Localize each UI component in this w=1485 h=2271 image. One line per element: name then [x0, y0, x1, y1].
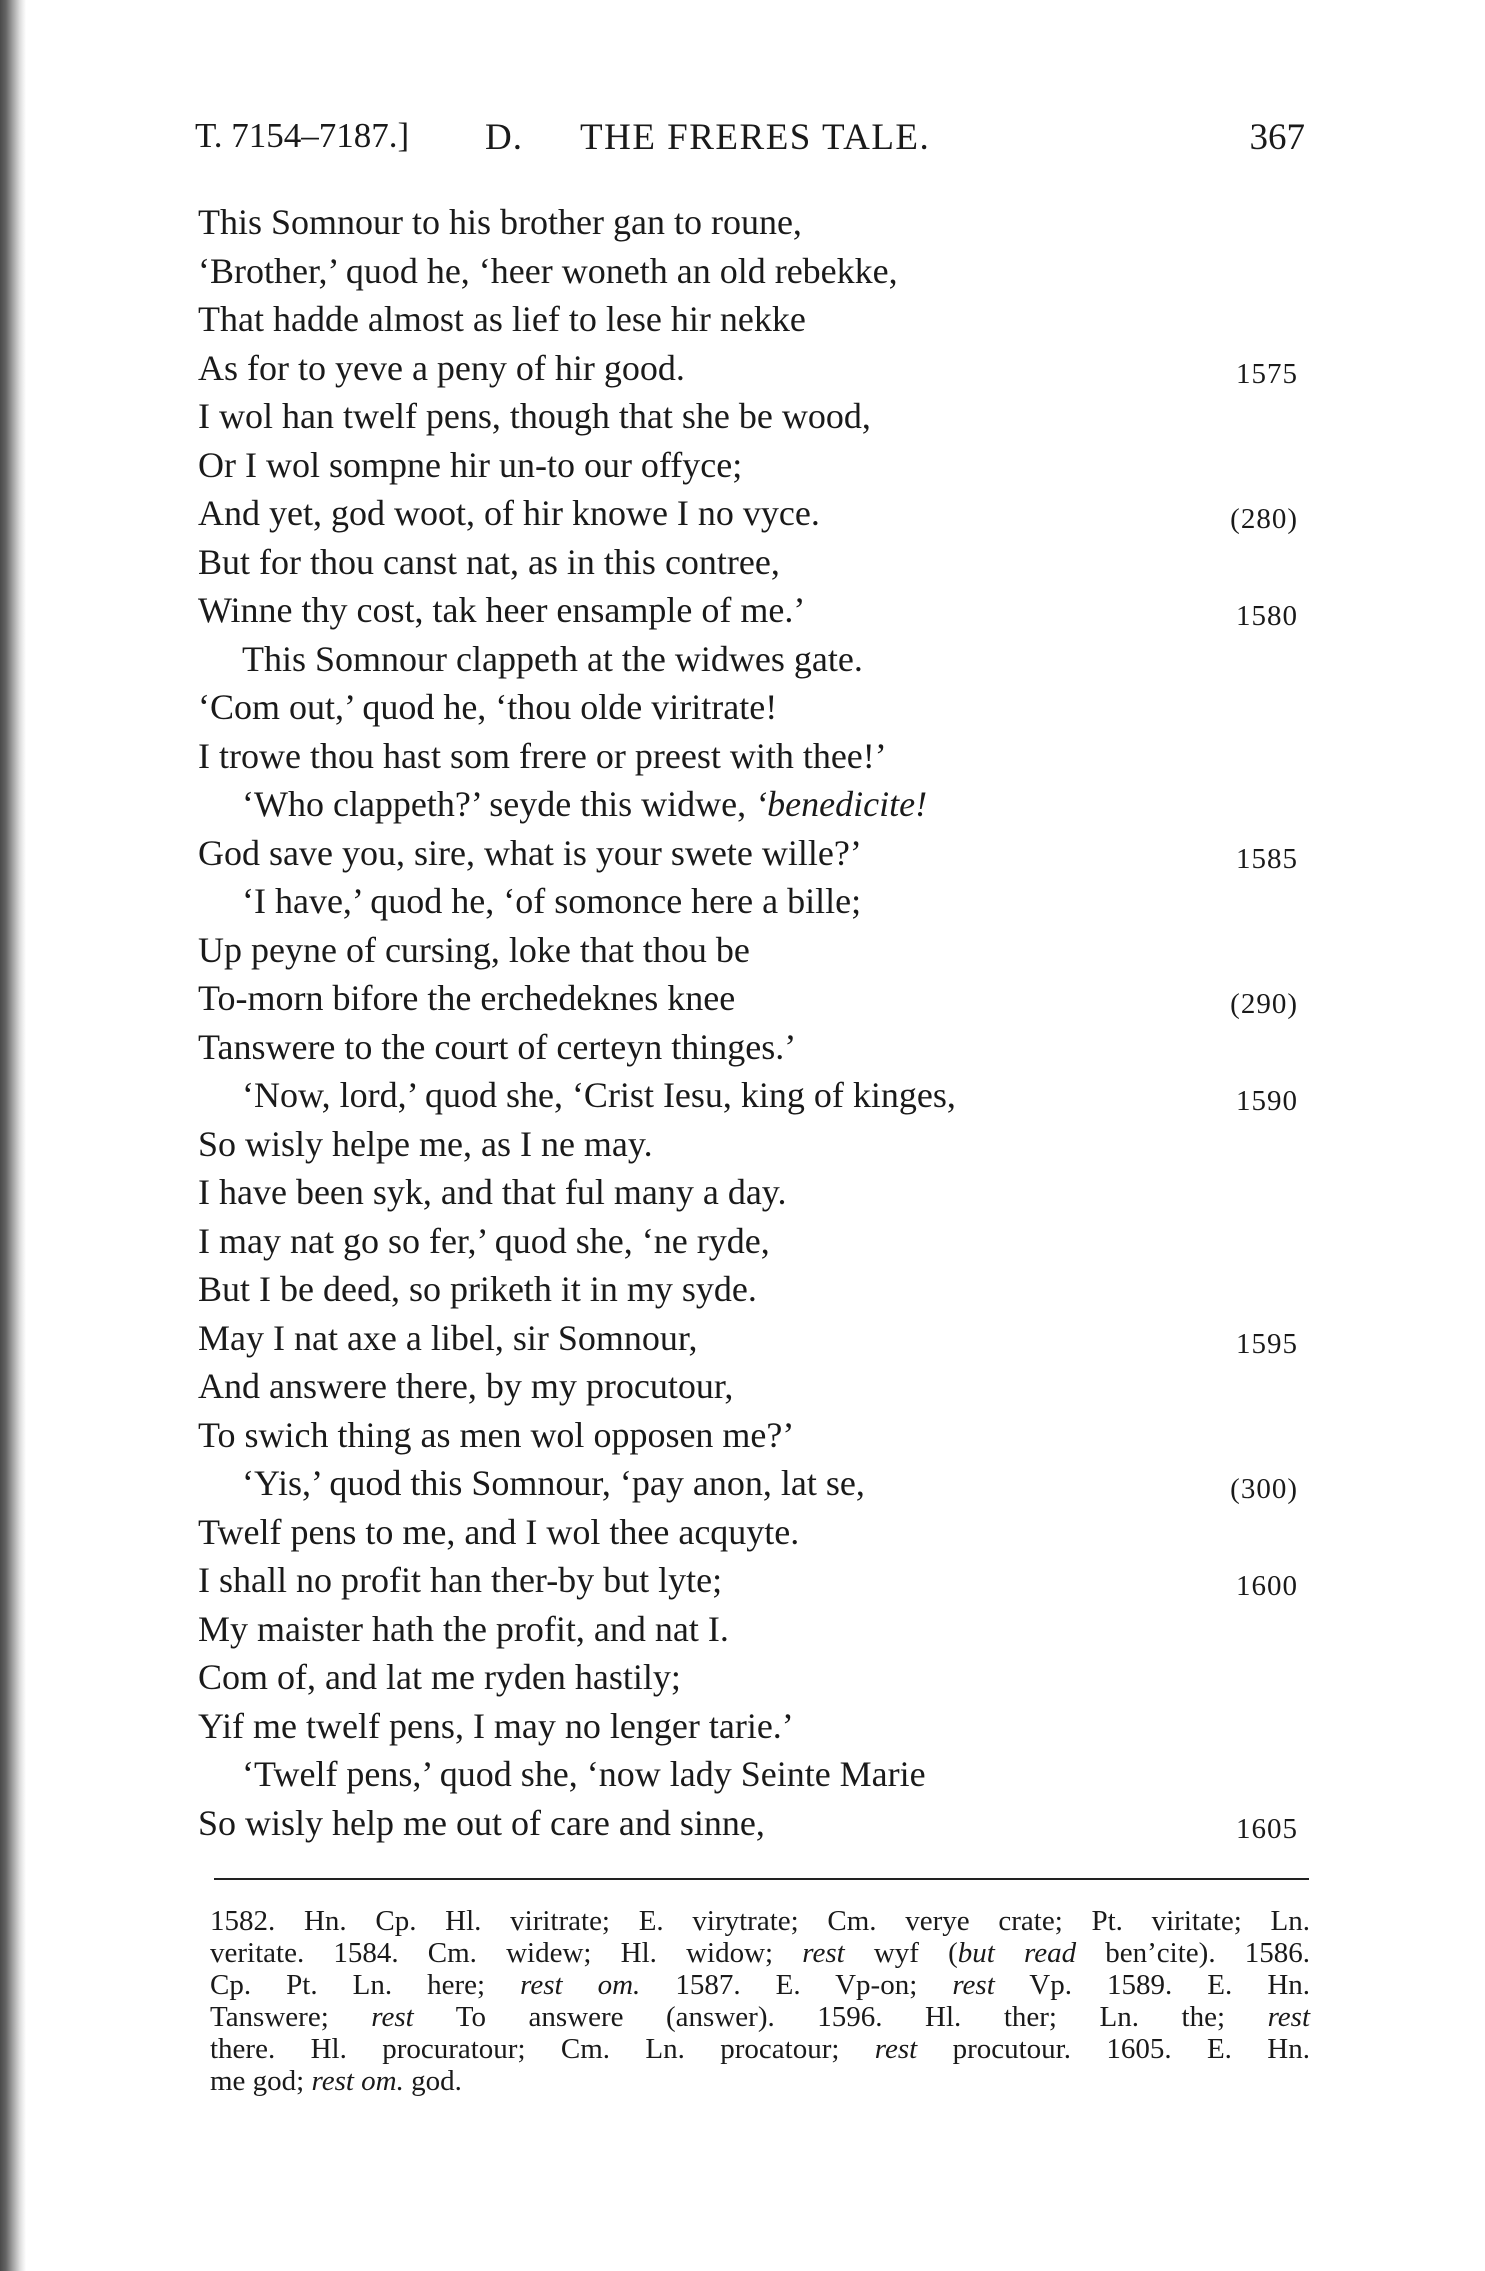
- verse-line-text: Com of, and lat me ryden hastily;: [198, 1657, 681, 1697]
- verse-line: [198, 344, 1308, 393]
- verse-line-text: But for thou canst nat, as in this contree,: [198, 541, 780, 582]
- verse-line: [198, 829, 1308, 878]
- verse-line-text: And yet, god woot, of hir knowe I no vyce.: [198, 493, 820, 533]
- running-head: [195, 112, 1305, 162]
- footnote-text: Vp. 1589. E. Hn.: [994, 1969, 1311, 2001]
- footnote-italic-text: rest: [952, 1969, 995, 2001]
- verse-line-text: I trowe thou hast som frere or preest with thee!’: [198, 735, 887, 776]
- verse-line: [198, 1605, 1308, 1654]
- verse-line: [198, 295, 1308, 344]
- verse-line-text: Or I wol sompne hir un-to our offyce;: [198, 444, 743, 485]
- footnote-text: god.: [403, 2065, 462, 2097]
- verse-line-text: That hadde almost as lief to lese hir nekke: [198, 299, 806, 339]
- verse-line-text: Yif me twelf pens, I may no lenger tarie.’: [198, 1705, 794, 1746]
- verse-line-text: Tanswere to the court of certeyn thinges.’: [198, 1026, 797, 1067]
- verse-line-text: May I nat axe a libel, sir Somnour,: [198, 1317, 698, 1358]
- footnote-italic-text: rest: [371, 2001, 414, 2033]
- footnote-text: there. Hl. procuratour; Cm. Ln. procatour;: [210, 2033, 875, 2065]
- footnote-text: procutour. 1605. E. Hn.: [917, 2033, 1310, 2065]
- footnote-line: [210, 1905, 1310, 1937]
- page-binding-edge: [0, 0, 26, 2271]
- verse-line: [198, 1120, 1308, 1169]
- verse-line-text: But I be deed, so priketh it in my syde.: [198, 1269, 757, 1309]
- footnote-text: veritate. 1584. Cm. widew; Hl. widow;: [210, 1937, 803, 1969]
- line-number: 1605: [1236, 1812, 1298, 1845]
- verse-line-text: I may nat go so fer,’ quod she, ‘ne ryde,: [198, 1220, 770, 1261]
- verse-line-text: As for to yeve a peny of hir good.: [198, 347, 685, 388]
- verse-line-text: My maister hath the profit, and nat I.: [198, 1608, 729, 1649]
- footnotes: [210, 1905, 1310, 2097]
- verse-line-text: I have been syk, and that ful many a day.: [198, 1172, 787, 1212]
- line-number: 1590: [1236, 1085, 1298, 1117]
- footnote-italic-text: rest om.: [520, 1969, 641, 2001]
- verse-line: [198, 586, 1308, 635]
- page-number: 367: [1249, 117, 1305, 158]
- verse-line: [198, 489, 1308, 538]
- footnote-line: [210, 2001, 1310, 2033]
- footnote-italic-text: rest: [802, 1937, 845, 1969]
- verse-line-text: ‘Twelf pens,’ quod she, ‘now lady Seinte Marie: [242, 1754, 926, 1794]
- verse-line-text: To swich thing as men wol opposen me?’: [198, 1414, 795, 1455]
- verse-line-text: I shall no profit han ther-by but lyte;: [198, 1560, 723, 1600]
- footnote-line: [210, 1969, 1310, 2001]
- tale-title: THE FRERES TALE.: [580, 117, 931, 158]
- footnote-rule: [214, 1878, 1309, 1880]
- verse-line-text: I wol han twelf pens, though that she be wood,: [198, 396, 871, 436]
- verse-line-text: Up peyne of cursing, loke that thou be: [198, 929, 750, 970]
- verse-line: [198, 732, 1308, 781]
- line-range: T. 7154–7187.]: [195, 116, 410, 155]
- verse-line: [198, 1702, 1308, 1751]
- verse-text: [198, 198, 1308, 1847]
- verse-line: [198, 1508, 1308, 1557]
- line-number: 1580: [1236, 600, 1298, 632]
- verse-line-text: ‘Com out,’ quod he, ‘thou olde viritrate!: [198, 687, 778, 727]
- verse-line-text: ‘Who clappeth?’ seyde this widwe,: [242, 784, 756, 824]
- footnote-line: [210, 1937, 1310, 1969]
- verse-line: [198, 1411, 1308, 1460]
- footnote-text: 1582. Hn. Cp. Hl. viritrate; E. virytrate; Cm. verye crate; Pt. viritate; Ln.: [210, 1905, 1310, 1937]
- verse-line: [198, 1023, 1308, 1072]
- verse-line: [198, 1314, 1308, 1363]
- verse-line-text: So wisly help me out of care and sinne,: [198, 1802, 765, 1843]
- verse-line: [198, 1071, 1308, 1120]
- footnote-text: To answere (answer). 1596. Hl. ther; Ln. the;: [413, 2001, 1268, 2033]
- footnote-text: me god;: [210, 2065, 312, 2097]
- verse-line-text: God save you, sire, what is your swete wille?’: [198, 832, 862, 873]
- verse-line: [198, 926, 1308, 975]
- verse-line-text: ‘I have,’ quod he, ‘of somonce here a bille;: [242, 881, 862, 921]
- footnote-text: ben’cite). 1586.: [1076, 1937, 1310, 1969]
- footnote-italic-text: but read: [957, 1937, 1077, 1969]
- verse-line: [198, 974, 1308, 1023]
- footnote-text: wyf (: [844, 1937, 958, 1969]
- verse-line: [198, 1653, 1308, 1702]
- verse-line-text: So wisly helpe me, as I ne may.: [198, 1123, 653, 1164]
- footnote-line: [210, 2033, 1310, 2065]
- verse-line: [198, 1556, 1308, 1605]
- footnote-italic-text: rest: [1267, 2001, 1311, 2033]
- verse-line-text: ‘Yis,’ quod this Somnour, ‘pay anon, lat se,: [242, 1463, 865, 1503]
- verse-line: [198, 198, 1308, 247]
- footnote-text: 1587. E. Vp-on;: [640, 1969, 953, 2001]
- verse-line: [198, 538, 1308, 587]
- verse-line: [198, 1265, 1308, 1314]
- line-number: 1595: [1236, 1327, 1298, 1360]
- verse-line: [198, 683, 1308, 732]
- verse-line: [198, 1750, 1308, 1799]
- line-number: (300): [1230, 1473, 1298, 1505]
- verse-line: [198, 1217, 1308, 1266]
- footnote-italic-text: rest om.: [311, 2065, 404, 2097]
- verse-line: [198, 1362, 1308, 1411]
- footnote-line: [210, 2065, 1310, 2097]
- section-letter: D.: [485, 117, 523, 158]
- verse-line: [198, 780, 1308, 829]
- verse-line: [198, 635, 1308, 684]
- verse-line-text: ‘Brother,’ quod he, ‘heer woneth an old rebekke,: [198, 250, 898, 291]
- verse-line: [198, 1459, 1308, 1508]
- verse-line: [198, 441, 1308, 490]
- line-number: 1585: [1236, 842, 1298, 875]
- line-number: (280): [1230, 503, 1298, 535]
- footnote-text: Cp. Pt. Ln. here;: [210, 1969, 521, 2001]
- verse-line-text: ‘Now, lord,’ quod she, ‘Crist Iesu, king of kinges,: [242, 1075, 956, 1115]
- verse-line: [198, 1168, 1308, 1217]
- verse-line-text: This Somnour to his brother gan to roune,: [198, 202, 802, 242]
- verse-italic-text: ‘benedicite!: [755, 784, 928, 824]
- verse-line: [198, 247, 1308, 296]
- line-number: 1600: [1236, 1570, 1298, 1602]
- verse-line-text: This Somnour clappeth at the widwes gate.: [242, 638, 863, 679]
- verse-line-text: To-morn bifore the erchedeknes knee: [198, 978, 736, 1018]
- verse-line-text: Twelf pens to me, and I wol thee acquyte.: [198, 1511, 800, 1552]
- verse-line: [198, 1799, 1308, 1848]
- line-number: (290): [1230, 988, 1298, 1020]
- verse-line-text: And answere there, by my procutour,: [198, 1366, 734, 1406]
- verse-line: [198, 392, 1308, 441]
- footnote-italic-text: rest: [874, 2033, 918, 2065]
- verse-line-text: Winne thy cost, tak heer ensample of me.’: [198, 590, 806, 630]
- footnote-text: Tanswere;: [210, 2001, 372, 2033]
- line-number: 1575: [1236, 357, 1298, 390]
- verse-line: [198, 877, 1308, 926]
